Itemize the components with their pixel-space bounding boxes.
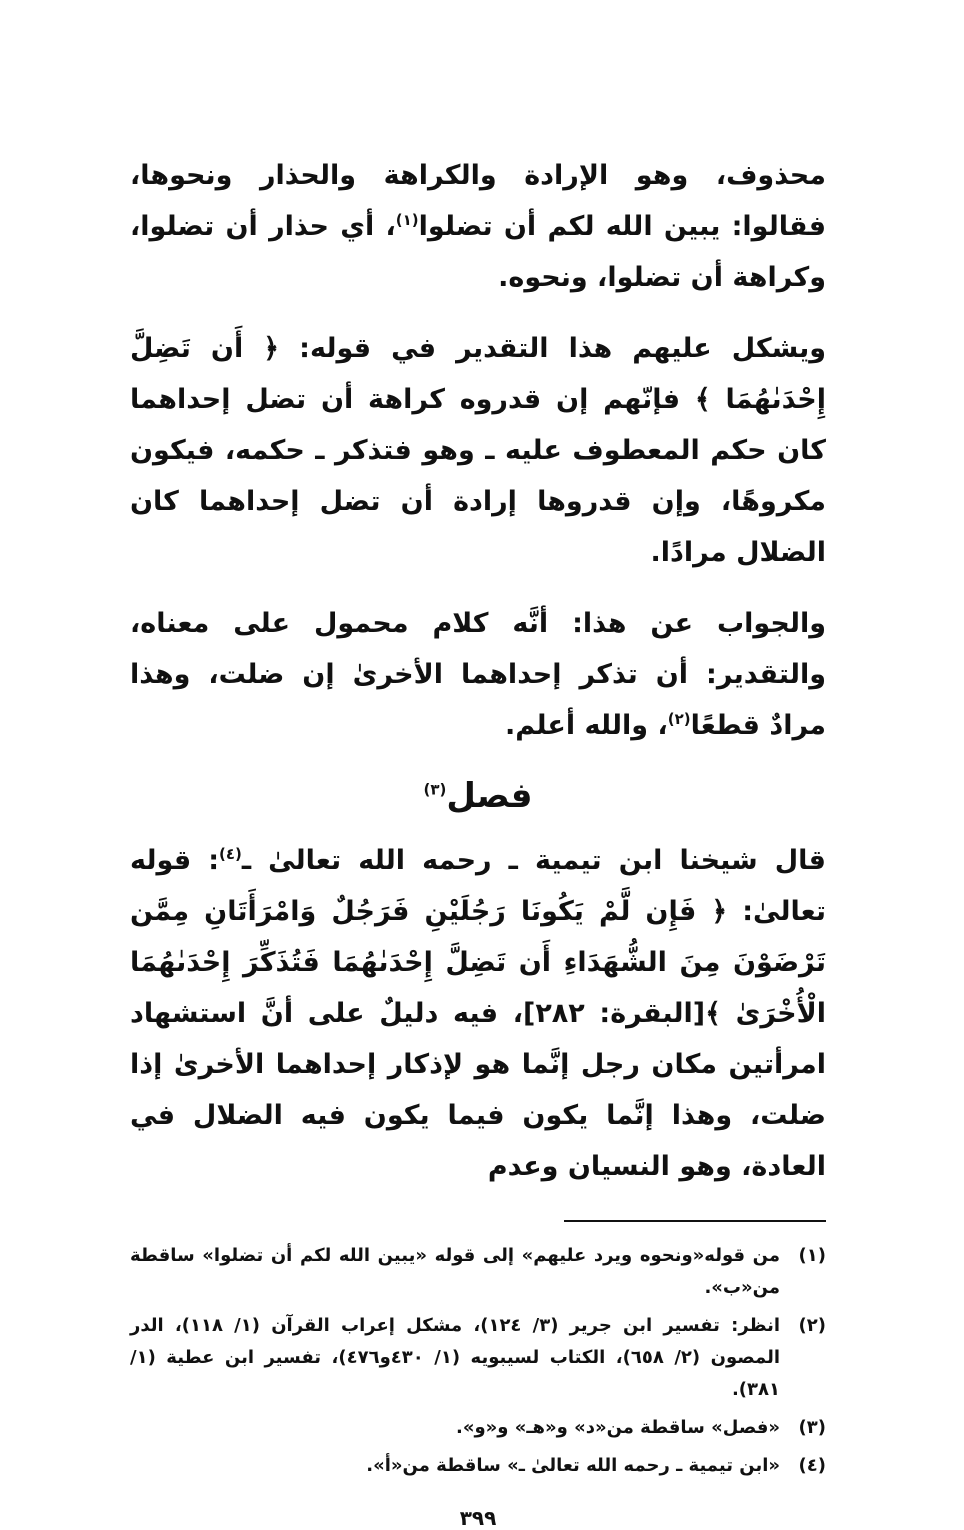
- section-paragraph: [130, 835, 826, 1192]
- footnote-number: (١): [798, 1245, 826, 1266]
- text-run: ، أي حذار أن تضلوا، وكراهة أن تضلوا، ونحوه.: [130, 211, 826, 293]
- heading-footnote-ref[interactable]: (٣): [423, 780, 447, 799]
- footnote-ref[interactable]: (٤): [219, 845, 242, 863]
- footnote-number: (٢): [798, 1315, 826, 1336]
- text-run: ويشكل عليهم هذا التقدير في قوله: ﴿ أَن تَضِلَّ إِحْدَىٰهُمَا ﴾ فإنّهم إن قدروه كراهة أن تضل إحداهما كان حكم المعطوف عليه ـ وهو فتذكر ـ حكمه، فيكون مكروهًا، وإن قدروها إرادة أن تضل إحداهما كان الضلال مرادًا.: [130, 333, 826, 568]
- footnote: [130, 1240, 826, 1304]
- footnote-text: «ابن تيمية ـ رحمه الله تعالىٰ ـ» ساقطة من«أ».: [366, 1455, 780, 1476]
- footnote-number: (٣): [798, 1417, 826, 1438]
- section-text: [130, 835, 826, 1192]
- footnote-ref[interactable]: (١): [395, 211, 419, 229]
- footnotes: [130, 1240, 826, 1482]
- footnote-number: (٤): [798, 1455, 826, 1476]
- text-run: والجواب عن هذا: أنَّه كلام محمول على معناه، والتقدير: أن تذكر إحداهما الأخرىٰ إن ضلت، وهذا مرادٌ قطعًا: [130, 608, 826, 741]
- text-run: : قوله تعالىٰ: ﴿ فَإِن لَّمْ يَكُونَا رَجُلَيْنِ فَرَجُلٌ وَامْرَأَتَانِ مِمَّن تَرْضَوْنَ مِنَ الشُّهَدَاءِ أَن تَضِلَّ إِحْدَىٰهُمَا فَتُذَكِّرَ إِحْدَىٰهُمَا الْأُخْرَىٰ ﴾[البقرة: ٢٨٢]، فيه دليلٌ على أنَّ استشهاد امرأتين مكان رجل إنَّما هو لإذكار إحداهما الأخرىٰ إذا ضلت، وهذا إنَّما يكون فيما يكون فيه الضلال في العادة، وهو النسيان وعدم: [130, 845, 826, 1182]
- section-heading-text: فصل: [446, 776, 533, 816]
- footnote-separator: [564, 1220, 826, 1222]
- footnote: [130, 1450, 826, 1482]
- text-run: ، والله أعلم.: [504, 710, 668, 741]
- footnote-ref[interactable]: (٢): [667, 710, 691, 728]
- footnote-text: «فصل» ساقطة من«د» و«هـ» و«و».: [456, 1417, 780, 1438]
- text-run: قال شيخنا ابن تيمية ـ رحمه الله تعالىٰ ـ: [241, 845, 826, 876]
- section-heading: [130, 771, 826, 821]
- footnote: [130, 1412, 826, 1444]
- paragraph: [130, 598, 826, 751]
- body-text: [130, 150, 826, 751]
- paragraph: [130, 150, 826, 303]
- paragraph: [130, 323, 826, 578]
- footnote: [130, 1310, 826, 1406]
- footnote-text: انظر: تفسير ابن جرير (٣/ ١٢٤)، مشكل إعراب القرآن (١/ ١١٨)، الدر المصون (٢/ ٦٥٨)، الكتاب لسيبويه (١/ ٤٣٠و٤٧٦)، تفسير ابن عطية (١/ ٣٨١).: [130, 1315, 781, 1400]
- footnote-text: من قوله«ونحوه ويرد عليهم» إلى قوله «يبين الله لكم أن تضلوا» ساقطة من«ب».: [130, 1245, 780, 1298]
- text-run: محذوف، وهو الإرادة والكراهة والحذار ونحوها، فقالوا: يبين الله لكم أن تضلوا: [130, 160, 826, 242]
- page-number: ٣٩٩: [459, 1506, 497, 1530]
